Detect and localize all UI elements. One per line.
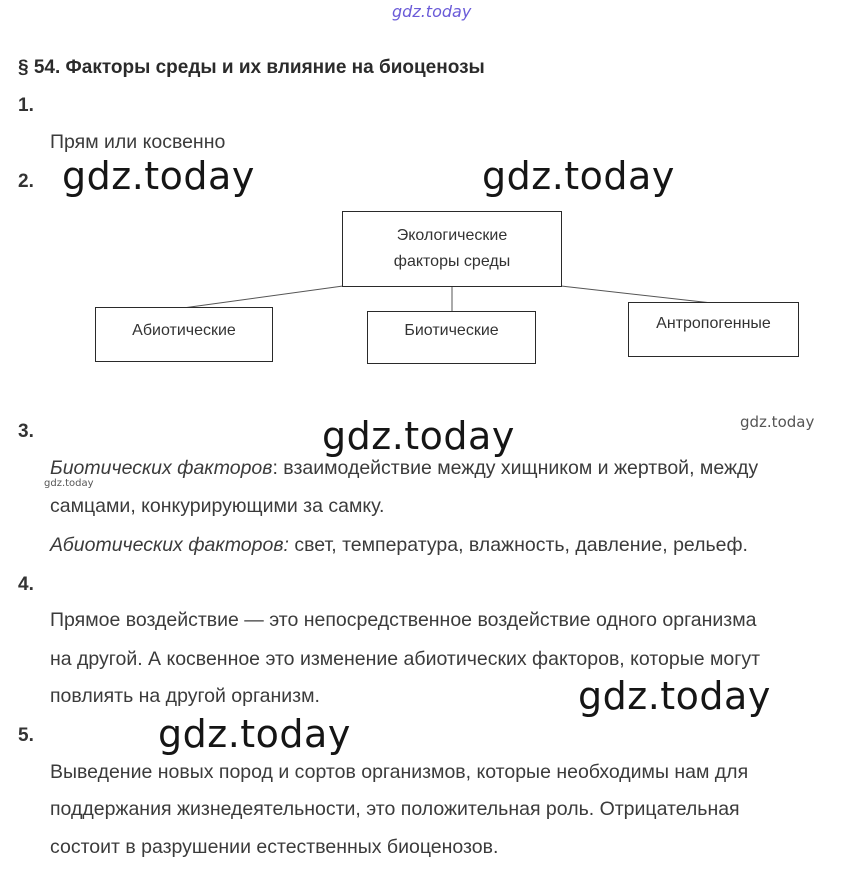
diagram-root-line: Экологические — [396, 227, 508, 244]
answer-text: Выведение новых пород и сортов организмов, которые необходимы нам для — [50, 761, 749, 783]
watermark: gdz.today — [158, 712, 351, 756]
diagram-box-abiotic — [95, 307, 273, 362]
term-label: Абиотических факторов: — [50, 534, 289, 556]
diagram-box-anthropogenic — [628, 302, 799, 357]
watermark: gdz.today — [482, 154, 675, 198]
answer-text — [50, 534, 748, 557]
diagram-box-label: Абиотические — [132, 322, 236, 339]
term-label: Биотических факторов — [50, 457, 273, 479]
diagram-root-line: факторы среды — [393, 253, 511, 270]
answer-text: Прямое воздействие — это непосредственное воздействие одного организма — [50, 609, 757, 631]
answer-text: самцами, конкурирующими за самку. — [50, 495, 385, 517]
answer-text: Прям или косвенно — [50, 131, 226, 153]
answer-text: на другой. А косвенное это изменение абиотических факторов, которые могут — [50, 648, 761, 670]
question-number: 1. — [18, 95, 34, 116]
diagram-root-box — [342, 211, 562, 287]
diagram-box-label: Антропогенные — [656, 315, 771, 332]
answer-segment: свет, температура, влажность, давление, рельеф. — [288, 534, 748, 556]
answer-text: поддержания жизнедеятельности, это положительная роль. Отрицательная — [50, 798, 740, 820]
watermark: gdz.today — [578, 674, 771, 718]
question-number: 3. — [18, 421, 34, 442]
answer-text — [50, 457, 758, 480]
answer-segment: : взаимодействие между хищником и жертвой, между — [272, 457, 759, 479]
question-number: 5. — [18, 725, 34, 746]
watermark: gdz.today — [62, 154, 255, 198]
watermark: gdz.today — [322, 414, 515, 458]
watermark-top: gdz.today — [392, 2, 472, 21]
watermark-tiny: gdz.today — [44, 478, 94, 489]
watermark-small: gdz.today — [740, 413, 815, 431]
diagram-box-biotic — [367, 311, 536, 364]
question-number: 2. — [18, 171, 34, 192]
answer-text: повлиять на другой организм. — [50, 685, 320, 707]
answer-text: состоит в разрушении естественных биоценозов. — [50, 836, 499, 858]
question-number: 4. — [18, 574, 34, 595]
diagram-box-label: Биотические — [404, 322, 499, 339]
page-title: § 54. Факторы среды и их влияние на биоценозы — [18, 57, 485, 78]
